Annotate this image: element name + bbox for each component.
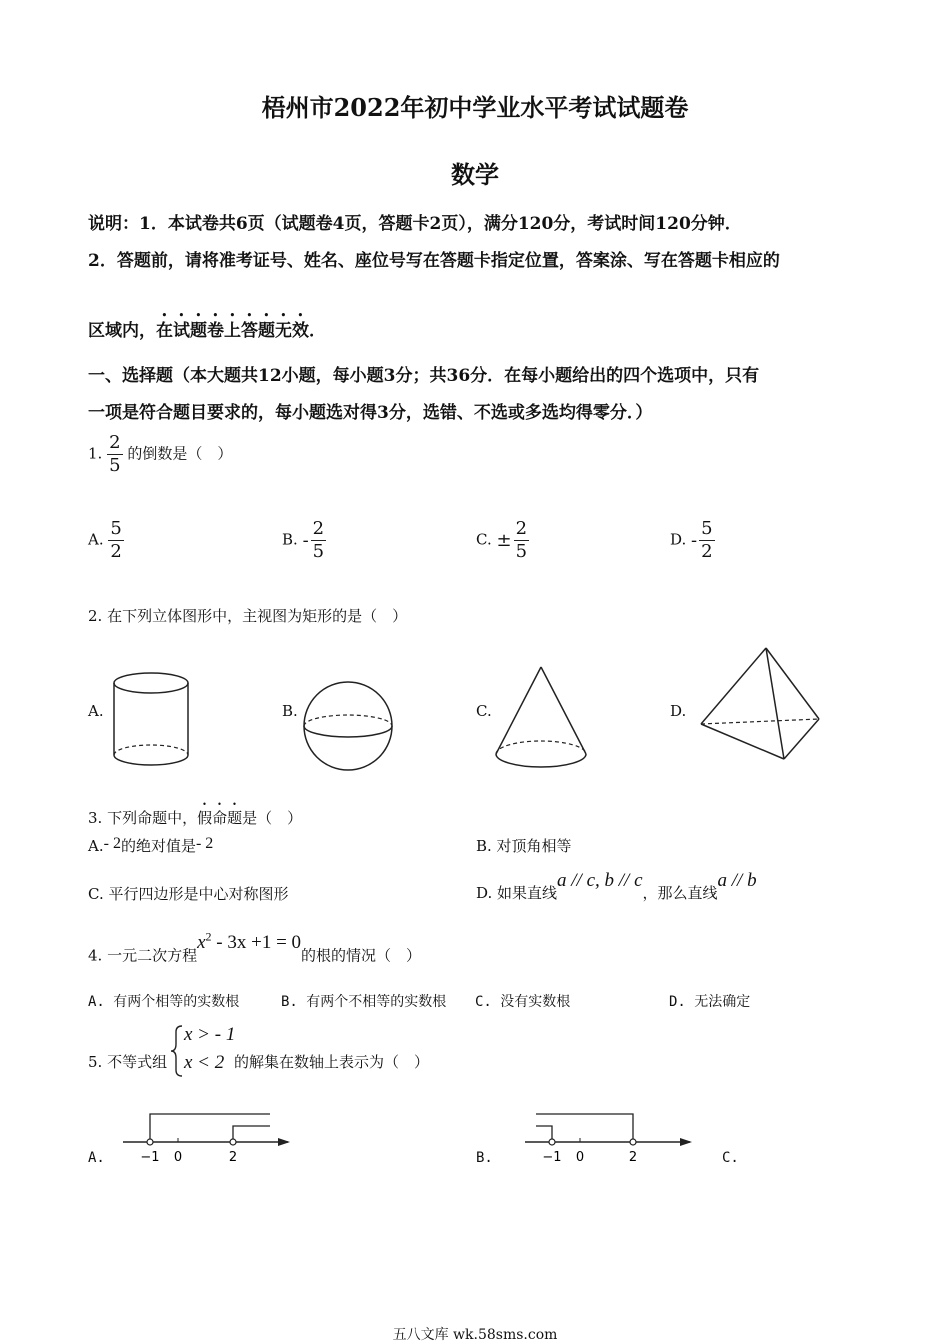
subject-title: 数学 (451, 160, 499, 189)
q3-option-a: A.- 2的绝对值是- 2 (88, 835, 214, 855)
question-5-prefix: 5. 不等式组 (88, 1053, 168, 1071)
q2-option-d-label: D. (670, 702, 687, 720)
q3-option-c: C. 平行四边形是中心对称图形 (88, 885, 289, 903)
instruction-line-3-prefix: 区域内， (88, 321, 156, 341)
axis-label: 2 (228, 1150, 238, 1165)
instruction-line-2: 2．答题前，请将准考证号、姓名、座位号写在答题卡指定位置，答案涂、写在答题卡相应的 (88, 251, 780, 271)
cylinder-figure (108, 668, 194, 772)
question-3: 3. 下列命题中，假命题是（ ） (88, 809, 303, 827)
instruction-line-3-emphasis: 在试题卷上答题无效 (156, 321, 309, 341)
q2-option-a-label: A. (88, 702, 104, 720)
q4-option-b: B. 有两个不相等的实数根 (281, 994, 447, 1010)
number-line-b (520, 1108, 695, 1168)
q4-option-c: C. 没有实数根 (475, 994, 571, 1010)
q5-option-b-label: B. (476, 1150, 493, 1166)
pyramid-figure (696, 644, 824, 764)
cone-figure (492, 664, 590, 774)
question-1-fraction: $\frac{2}{5}$ (109, 432, 121, 476)
q2-option-b-label: B. (282, 702, 298, 720)
q4-equation: $x^2 - 3x +1 = 0$ (197, 930, 302, 954)
q4-option-d: D. 无法确定 (669, 994, 751, 1010)
axis-label: −1 (140, 1150, 160, 1165)
q1-option-d: D. - $\frac{5}{2}$ (670, 518, 713, 562)
q5-inequality-1: x > - 1 (184, 1024, 236, 1045)
q3-option-b: B. 对顶角相等 (476, 837, 572, 855)
question-3-emphasis: 假命题 (197, 809, 243, 827)
instruction-line-1: 说明：1．本试卷共6页（试题卷4页，答题卡2页），满分120分，考试时间120分钟． (88, 214, 742, 234)
q1-option-a: A. $\frac{5}{2}$ (88, 518, 122, 562)
question-1 (88, 432, 232, 477)
brace-icon (170, 1024, 184, 1078)
question-4: 4. 一元二次方程$x^2 - 3x +1 = 0$的根的情况（ ） (88, 930, 422, 965)
question-1-number: 1. (88, 444, 103, 463)
axis-label: 0 (173, 1150, 183, 1165)
q3-option-d: D. 如果直线a // c, b // c，那么直线a // b (476, 870, 757, 902)
question-2: 2. 在下列立体图形中，主视图为矩形的是（ ） (88, 607, 408, 625)
q5-option-c-label: C. (722, 1150, 739, 1166)
q5-inequality-2: x < 2 (184, 1052, 225, 1073)
instruction-line-3-suffix: ． (309, 321, 326, 341)
axis-label: −1 (542, 1150, 562, 1165)
q1-option-c: C. ± $\frac{2}{5}$ (476, 518, 528, 562)
section-1-line-2: 一项是符合题目要求的，每小题选对得3分，选错、不选或多选均得零分．） (88, 403, 653, 423)
q4-option-a: A. 有两个相等的实数根 (88, 994, 240, 1010)
axis-label: 0 (575, 1150, 585, 1165)
number-line-a (118, 1108, 293, 1168)
axis-label: 2 (628, 1150, 638, 1165)
q5-option-a-label: A. (88, 1150, 105, 1166)
q2-option-c-label: C. (476, 702, 492, 720)
instruction-line-3 (88, 311, 326, 341)
footer-watermark: 五八文库 wk.58sms.com (392, 1327, 558, 1343)
exam-title: 梧州市2022年初中学业水平考试试题卷 (261, 93, 689, 122)
question-1-text: 的倒数是（ ） (127, 444, 233, 463)
q1-option-b: B. - $\frac{2}{5}$ (282, 518, 325, 562)
section-1-line-1: 一、选择题（本大题共12小题，每小题3分；共36分．在每小题给出的四个选项中，只有 (88, 366, 760, 386)
question-5-suffix: 的解集在数轴上表示为（ ） (234, 1053, 430, 1071)
sphere-figure (300, 678, 396, 774)
